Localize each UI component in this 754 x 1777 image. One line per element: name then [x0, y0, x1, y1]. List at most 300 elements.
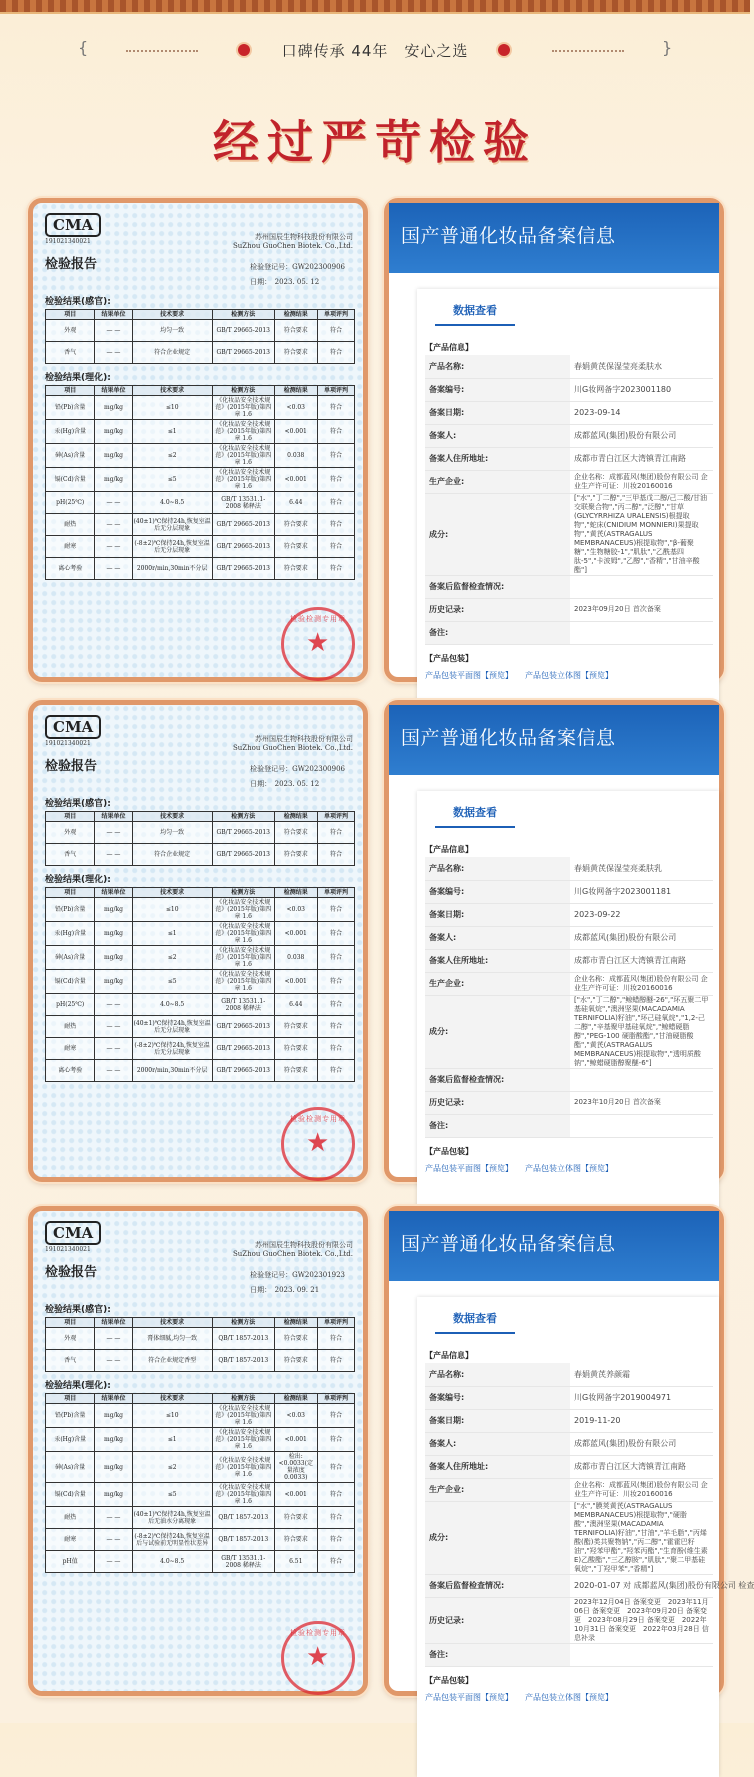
report-meta [250, 260, 345, 290]
report-title: 检验报告 [45, 1265, 98, 1280]
info-row [425, 621, 713, 644]
sensory-table-cell: 外观 [46, 320, 95, 342]
physchem-table-row [46, 1060, 355, 1082]
sensory-section-title: 检验结果(感官): [45, 1305, 111, 1315]
sensory-table-row [46, 320, 355, 342]
product-info-table [425, 355, 713, 645]
company-name [233, 233, 353, 251]
sensory-table-cell: — — [95, 1328, 132, 1350]
dotted-line-right [552, 50, 624, 52]
sensory-table-row [46, 342, 355, 364]
physchem-table-cell: 符合 [317, 396, 354, 420]
dotted-line-left [126, 50, 198, 52]
physchem-table-cell: ≤1 [132, 1428, 212, 1452]
physchem-table-header-cell: 项目 [46, 1394, 95, 1404]
physchem-table-cell: 砷(As)含量 [46, 946, 95, 970]
info-row [425, 493, 713, 575]
physchem-table-cell: — — [95, 492, 132, 514]
physchem-table-cell: ≤10 [132, 396, 212, 420]
red-seal-stamp [281, 607, 355, 681]
sensory-table-header-cell: 单项评判 [317, 310, 354, 320]
info-row [425, 880, 713, 903]
info-label: 备案人: [425, 424, 570, 447]
info-row [425, 1432, 713, 1455]
physchem-table-cell: 4.0~8.5 [132, 1551, 212, 1573]
company-name-cn: 苏州国辰生物科技股份有限公司 [255, 233, 353, 241]
physchem-table-header-cell: 检测结果 [274, 1394, 317, 1404]
physchem-table-cell: 符合要求 [274, 1038, 317, 1060]
physchem-table-cell: 耐热 [46, 1016, 95, 1038]
physchem-table-cell: 《化妆品安全技术规范》(2015年版)第四章 1.6 [212, 946, 274, 970]
physchem-table-cell: ≤2 [132, 946, 212, 970]
physchem-table-cell: 符合 [317, 922, 354, 946]
report-date: 日期： 2023. 09. 21 [250, 1286, 320, 1294]
physchem-table [45, 887, 355, 1082]
physchem-table-cell: ≤2 [132, 1452, 212, 1483]
sensory-table-header-cell: 技术要求 [132, 1318, 212, 1328]
info-value: 春娟黄芪保湿莹亮柔肤乳 [570, 857, 713, 880]
physchem-table-cell: (-8±2)℃保持24h,恢复室温后无分层现象 [132, 536, 212, 558]
packaging-3d-link[interactable]: 产品包装立体图【预览】 [525, 1163, 613, 1173]
physchem-table-header-cell: 项目 [46, 386, 95, 396]
registration-header: 国产普通化妆品备案信息 [389, 705, 719, 775]
sensory-table-cell: — — [95, 1350, 132, 1372]
physchem-table-cell: <0.001 [274, 420, 317, 444]
tab-data-view[interactable]: 数据查看 [435, 1310, 515, 1334]
sensory-table-cell: — — [95, 844, 132, 866]
physchem-table-cell: mg/kg [95, 468, 132, 492]
company-name-cn: 苏州国辰生物科技股份有限公司 [255, 1241, 353, 1249]
sensory-table-header-cell: 检测结果 [274, 812, 317, 822]
company-name [233, 735, 353, 753]
sensory-table-cell: 符合要求 [274, 320, 317, 342]
sensory-table [45, 1317, 355, 1372]
tab-data-view[interactable]: 数据查看 [435, 302, 515, 326]
info-row [425, 1574, 713, 1597]
physchem-table-cell: <0.03 [274, 396, 317, 420]
info-row [425, 575, 713, 598]
seal-text: 检验检测专用章 [290, 1115, 346, 1123]
physchem-table-cell: GB/T 29665-2013 [212, 558, 274, 580]
cma-logo: CMA [45, 213, 101, 237]
slogan-bar [0, 38, 750, 64]
sensory-section-title: 检验结果(感官): [45, 799, 111, 809]
physchem-table-row [46, 1038, 355, 1060]
packaging-3d-link[interactable]: 产品包装立体图【预览】 [525, 1692, 613, 1702]
physchem-table-cell: <0.001 [274, 922, 317, 946]
physchem-section-title: 检验结果(理化): [45, 875, 111, 885]
sensory-table-cell: — — [95, 320, 132, 342]
physchem-table-cell: mg/kg [95, 898, 132, 922]
sensory-table-cell: 符合 [317, 1350, 354, 1372]
physchem-table-row [46, 946, 355, 970]
info-row [425, 1501, 713, 1574]
physchem-table-cell: 符合 [317, 970, 354, 994]
physchem-table-cell: 0.038 [274, 946, 317, 970]
sensory-table-cell: GB/T 29665-2013 [212, 822, 274, 844]
physchem-table [45, 1393, 355, 1573]
info-value: 2023年09月20日 首次备案 [570, 598, 713, 621]
sensory-table-row [46, 1328, 355, 1350]
physchem-table-cell: 耐寒 [46, 1529, 95, 1551]
physchem-table-header-cell: 技术要求 [132, 1394, 212, 1404]
sensory-table-cell: QB/T 1857-2013 [212, 1328, 274, 1350]
physchem-table-cell: 符合要求 [274, 536, 317, 558]
registration-number: 检验登记号：GW202300906 [250, 765, 345, 773]
registration-body [417, 289, 719, 763]
physchem-table-cell: 6.51 [274, 1551, 317, 1573]
info-row [425, 355, 713, 378]
physchem-table-cell: (40±1)℃保持24h,恢复室温后无分层现象 [132, 1016, 212, 1038]
physchem-section-title: 检验结果(理化): [45, 373, 111, 383]
physchem-table-cell: 0.038 [274, 444, 317, 468]
report-title: 检验报告 [45, 759, 98, 774]
info-label: 备案日期: [425, 401, 570, 424]
info-value: 川G妆网备字2019004971 [570, 1386, 713, 1409]
packaging-flat-link[interactable]: 产品包装平面图【预览】 [425, 670, 509, 680]
sensory-table-cell: 均匀一致 [132, 822, 212, 844]
physchem-table-cell: — — [95, 1060, 132, 1082]
physchem-table-header-cell: 单项评判 [317, 1394, 354, 1404]
info-value: 2023年10月20日 首次备案 [570, 1091, 713, 1114]
info-label: 历史记录: [425, 1597, 570, 1643]
info-label: 成分: [425, 1501, 570, 1574]
packaging-links [425, 1692, 713, 1703]
info-value [570, 1068, 713, 1091]
company-name-en: SuZhou GuoChen Biotek. Co.,Ltd. [233, 1250, 353, 1258]
seal-text: 检验检测专用章 [290, 1629, 346, 1637]
physchem-table-cell: 6.44 [274, 492, 317, 514]
info-label: 备案人住所地址: [425, 1455, 570, 1478]
physchem-table-header-cell: 项目 [46, 888, 95, 898]
physchem-table-cell: — — [95, 1551, 132, 1573]
registration-body [417, 1297, 754, 1777]
tab-data-view[interactable]: 数据查看 [435, 804, 515, 828]
sensory-table-cell: 符合 [317, 320, 354, 342]
physchem-table-cell: <0.001 [274, 468, 317, 492]
info-label: 备注: [425, 621, 570, 644]
sensory-table-header-cell: 检测方法 [212, 310, 274, 320]
physchem-table-cell: GB/T 29665-2013 [212, 536, 274, 558]
physchem-table-cell: 2000r/min,30min不分层 [132, 1060, 212, 1082]
info-value: ["水","丁二醇","三甲基戊二醇/己二酸/甘油交联聚合物","丙二醇","泛醇","甘草(GLYCYRRHIZA URALENSIS)根提取物","蛇床(CNIDIUM MONNIERI)果提取物","黄芪(ASTRAGALUS MEMBRANACEUS)根提取物","β-葡聚糖","生物糖胶-1","肌肽","乙酰基四肽-5","卡波姆","乙醇","香精","甘油辛酸酯"] [570, 493, 713, 575]
sensory-table-cell: 符合企业规定 [132, 342, 212, 364]
physchem-table-cell: 《化妆品安全技术规范》(2015年版)第四章 1.6 [212, 1483, 274, 1507]
sensory-table-header [46, 310, 355, 320]
physchem-table-cell: <0.001 [274, 970, 317, 994]
physchem-table-row [46, 536, 355, 558]
info-label: 成分: [425, 995, 570, 1068]
physchem-table-cell: 《化妆品安全技术规范》(2015年版)第四章 1.6 [212, 444, 274, 468]
seal-text: 检验检测专用章 [290, 615, 346, 623]
sensory-table-header-cell: 检测结果 [274, 1318, 317, 1328]
info-row [425, 447, 713, 470]
sensory-table-cell: 外观 [46, 1328, 95, 1350]
physchem-table-cell: 镉(Cd)含量 [46, 1483, 95, 1507]
red-seal-stamp [281, 1621, 355, 1695]
sensory-table-header [46, 1318, 355, 1328]
report-meta [250, 1268, 345, 1298]
physchem-table-cell: mg/kg [95, 1483, 132, 1507]
physchem-table-cell: — — [95, 1038, 132, 1060]
company-name-en: SuZhou GuoChen Biotek. Co.,Ltd. [233, 744, 353, 752]
info-row [425, 424, 713, 447]
physchem-table [45, 385, 355, 580]
physchem-table-row [46, 1404, 355, 1428]
physchem-table-cell: QB/T 1857-2013 [212, 1529, 274, 1551]
physchem-table-cell: 铅(Pb)含量 [46, 1404, 95, 1428]
info-label: 产品名称: [425, 857, 570, 880]
physchem-table-cell: — — [95, 994, 132, 1016]
physchem-table-header [46, 386, 355, 396]
info-row [425, 470, 713, 493]
physchem-table-row [46, 396, 355, 420]
physchem-table-cell: — — [95, 536, 132, 558]
sensory-table-cell: 符合 [317, 822, 354, 844]
packaging-flat-link[interactable]: 产品包装平面图【预览】 [425, 1163, 509, 1173]
sensory-table-header-cell: 项目 [46, 1318, 95, 1328]
sensory-table-cell: 符合企业规定香型 [132, 1350, 212, 1372]
packaging-links [425, 670, 713, 681]
physchem-table-cell: 汞(Hg)含量 [46, 1428, 95, 1452]
physchem-table-cell: (-8±2)℃保持24h,恢复室温后无分层现象 [132, 1038, 212, 1060]
info-label: 历史记录: [425, 598, 570, 621]
headline: 经过严苛检验 [213, 115, 537, 169]
packaging-title: 【产品包装】 [425, 1146, 473, 1156]
info-row [425, 903, 713, 926]
packaging-3d-link[interactable]: 产品包装立体图【预览】 [525, 670, 613, 680]
info-value [570, 575, 713, 598]
sensory-table-header-cell: 结果单位 [95, 310, 132, 320]
physchem-table-header-cell: 检测结果 [274, 888, 317, 898]
physchem-table-cell: ≤1 [132, 922, 212, 946]
physchem-table-cell: 符合 [317, 1060, 354, 1082]
sensory-table-header-cell: 项目 [46, 812, 95, 822]
sensory-table-header-cell: 技术要求 [132, 310, 212, 320]
physchem-table-cell: 4.0~8.5 [132, 994, 212, 1016]
physchem-table-row [46, 922, 355, 946]
info-value: 春娟黄芪保湿莹亮柔肤水 [570, 355, 713, 378]
company-name [233, 1241, 353, 1259]
info-label: 生产企业: [425, 1478, 570, 1501]
physchem-table-cell: 符合 [317, 1529, 354, 1551]
company-name-cn: 苏州国辰生物科技股份有限公司 [255, 735, 353, 743]
inspection-report-card [28, 700, 368, 1182]
sensory-table [45, 811, 355, 866]
packaging-links [425, 1163, 713, 1174]
physchem-table-cell: pH(25℃) [46, 492, 95, 514]
info-row [425, 857, 713, 880]
physchem-table-row [46, 420, 355, 444]
physchem-table-cell: 2000r/min,30min不分层 [132, 558, 212, 580]
physchem-table-cell: ≤5 [132, 1483, 212, 1507]
physchem-table-cell: GB/T 29665-2013 [212, 514, 274, 536]
info-label: 备案后监督检查情况: [425, 575, 570, 598]
physchem-table-cell: 符合 [317, 898, 354, 922]
physchem-table-header-cell: 检测方法 [212, 888, 274, 898]
physchem-table-cell: 砷(As)含量 [46, 1452, 95, 1483]
info-value: 企业名称：成都蓝风(集团)股份有限公司 企业生产许可证：川妆20160016 [570, 470, 713, 493]
report-meta [250, 762, 345, 792]
info-value: 企业名称：成都蓝风(集团)股份有限公司 企业生产许可证：川妆20160016 [570, 972, 713, 995]
info-label: 历史记录: [425, 1091, 570, 1114]
info-label: 备案人住所地址: [425, 447, 570, 470]
info-row [425, 1478, 713, 1501]
physchem-table-cell: — — [95, 514, 132, 536]
physchem-table-cell: 符合 [317, 1551, 354, 1573]
info-row [425, 1091, 713, 1114]
sensory-table-cell: QB/T 1857-2013 [212, 1350, 274, 1372]
sensory-table-header-cell: 单项评判 [317, 812, 354, 822]
info-row [425, 598, 713, 621]
sensory-table-cell: — — [95, 822, 132, 844]
info-label: 备案后监督检查情况: [425, 1574, 570, 1597]
physchem-table-cell: — — [95, 1507, 132, 1529]
registration-number: 检验登记号：GW202300906 [250, 263, 345, 271]
info-value [570, 621, 713, 644]
seal-star-icon: ★ [306, 628, 330, 658]
physchem-table-cell: ≤10 [132, 898, 212, 922]
physchem-table-cell: ≤5 [132, 468, 212, 492]
info-value [570, 1114, 713, 1137]
physchem-table-cell: 检出:<0.0033(定量浓度0.0033) [274, 1452, 317, 1483]
physchem-table-cell: 汞(Hg)含量 [46, 420, 95, 444]
info-row [425, 949, 713, 972]
info-label: 产品名称: [425, 1363, 570, 1386]
physchem-table-cell: 离心考验 [46, 1060, 95, 1082]
sensory-table-row [46, 1350, 355, 1372]
info-label: 成分: [425, 493, 570, 575]
physchem-table-cell: 符合 [317, 946, 354, 970]
sensory-table-header-cell: 检测方法 [212, 812, 274, 822]
physchem-table-cell: <0.03 [274, 898, 317, 922]
physchem-table-cell: GB/T 29665-2013 [212, 1038, 274, 1060]
physchem-table-cell: 符合 [317, 492, 354, 514]
info-value: 川G妆网备字2023001181 [570, 880, 713, 903]
info-row [425, 401, 713, 424]
physchem-table-cell: mg/kg [95, 970, 132, 994]
physchem-table-cell: pH值 [46, 1551, 95, 1573]
product-info-table [425, 857, 713, 1138]
physchem-table-header-cell: 技术要求 [132, 888, 212, 898]
info-value: ["水","丁二醇","鲸蜡醇醚-26","环五聚二甲基硅氧烷","澳洲坚果(MACADAMIA TERNIFOLIA)籽油","环己硅氧烷","1,2-己二醇","辛基聚甲基硅氧烷","鲸蜡硬脂醇","PEG-100 硬脂酸酯","甘油硬脂酸酯","黄芪(ASTRAGALUS MEMBRANACEUS)根提取物","透明质酸钠","鲸蜡硬脂醇聚醚-6"] [570, 995, 713, 1068]
physchem-table-row [46, 492, 355, 514]
sensory-table-cell: 符合要求 [274, 342, 317, 364]
sensory-section-title: 检验结果(感官): [45, 297, 111, 307]
physchem-table-cell: 符合 [317, 1507, 354, 1529]
physchem-table-header-cell: 单项评判 [317, 888, 354, 898]
info-row [425, 1597, 713, 1643]
registration-card [384, 198, 724, 682]
physchem-table-cell: 耐寒 [46, 1038, 95, 1060]
info-label: 备案人: [425, 926, 570, 949]
physchem-table-row [46, 1551, 355, 1573]
info-row [425, 1455, 713, 1478]
physchem-table-cell: <0.03 [274, 1404, 317, 1428]
physchem-table-header-cell: 检测方法 [212, 1394, 274, 1404]
registration-header: 国产普通化妆品备案信息 [389, 203, 719, 273]
physchem-table-cell: GB/T 13531.1-2008 稀释法 [212, 492, 274, 514]
packaging-flat-link[interactable]: 产品包装平面图【预览】 [425, 1692, 509, 1702]
packaging-title: 【产品包装】 [425, 1675, 473, 1685]
registration-number: 检验登记号：GW202301923 [250, 1271, 345, 1279]
physchem-table-row [46, 558, 355, 580]
info-label: 备案编号: [425, 1386, 570, 1409]
physchem-table-cell: 符合要求 [274, 558, 317, 580]
cma-logo: CMA [45, 715, 101, 739]
info-label: 生产企业: [425, 470, 570, 493]
physchem-table-row [46, 1483, 355, 1507]
physchem-table-cell: 符合 [317, 994, 354, 1016]
info-label: 备案编号: [425, 378, 570, 401]
physchem-table-cell: 耐寒 [46, 536, 95, 558]
physchem-table-cell: 《化妆品安全技术规范》(2015年版)第四章 1.6 [212, 396, 274, 420]
info-label: 备注: [425, 1643, 570, 1666]
physchem-table-cell: 汞(Hg)含量 [46, 922, 95, 946]
registration-header: 国产普通化妆品备案信息 [389, 1211, 719, 1281]
red-seal-stamp [281, 1107, 355, 1181]
physchem-table-row [46, 994, 355, 1016]
info-row [425, 995, 713, 1068]
physchem-table-cell: 符合要求 [274, 1529, 317, 1551]
physchem-table-cell: 《化妆品安全技术规范》(2015年版)第四章 1.6 [212, 970, 274, 994]
sensory-table-cell: — — [95, 342, 132, 364]
physchem-table-cell: 镉(Cd)含量 [46, 468, 95, 492]
physchem-table-header [46, 1394, 355, 1404]
physchem-table-cell: 铅(Pb)含量 [46, 396, 95, 420]
physchem-table-header-cell: 结果单位 [95, 1394, 132, 1404]
report-date: 日期： 2023. 05. 12 [250, 780, 320, 788]
sensory-table-cell: 符合 [317, 342, 354, 364]
sensory-table-cell: 外观 [46, 822, 95, 844]
info-label: 备案人住所地址: [425, 949, 570, 972]
physchem-table-cell: 《化妆品安全技术规范》(2015年版)第四章 1.6 [212, 1452, 274, 1483]
cma-id: 191021340021 [45, 740, 91, 747]
info-row [425, 1114, 713, 1137]
sensory-table-row [46, 844, 355, 866]
physchem-table-header-cell: 检测结果 [274, 386, 317, 396]
sensory-table-header [46, 812, 355, 822]
sensory-table-cell: 香气 [46, 342, 95, 364]
physchem-table-row [46, 1428, 355, 1452]
physchem-table-cell: GB/T 13531.1-2008 稀释法 [212, 1551, 274, 1573]
info-value: ["水","膜荚黄芪(ASTRAGALUS MEMBRANACEUS)根提取物","硬脂酸","澳洲坚果(MACADAMIA TERNIFOLIA)籽油","甘油","羊毛脂","丙烯酸(酯)类共聚物钠","丙二醇","霍霍巴籽油","羟苯甲酯","羟苯丙酯","生育酚(维生素E)乙酸酯","三乙醇胺","肌肽","聚二甲基硅氧烷","丁羟甲苯","香精"] [570, 1501, 713, 1574]
sensory-table-header-cell: 项目 [46, 310, 95, 320]
physchem-table-cell: mg/kg [95, 922, 132, 946]
info-value: 成都蓝风(集团)股份有限公司 [570, 424, 713, 447]
registration-card [384, 700, 724, 1182]
physchem-table-cell: QB/T 1857-2013 [212, 1507, 274, 1529]
physchem-table-cell: 符合要求 [274, 1507, 317, 1529]
physchem-table-cell: 符合 [317, 1016, 354, 1038]
info-row [425, 1386, 713, 1409]
physchem-table-cell: 4.0~8.5 [132, 492, 212, 514]
physchem-table-cell: — — [95, 1529, 132, 1551]
product-info-title: 【产品信息】 [425, 845, 473, 854]
physchem-table-cell: 6.44 [274, 994, 317, 1016]
info-label: 备注: [425, 1114, 570, 1137]
left-brace: { [78, 38, 89, 57]
physchem-table-cell: 符合 [317, 1428, 354, 1452]
info-value: 成都市青白江区大湾镇青江南路 [570, 949, 713, 972]
physchem-table-cell: 符合 [317, 1404, 354, 1428]
physchem-table-cell: pH(25℃) [46, 994, 95, 1016]
info-row [425, 1363, 713, 1386]
info-label: 备案编号: [425, 880, 570, 903]
physchem-table-header-cell: 单项评判 [317, 386, 354, 396]
physchem-table-header [46, 888, 355, 898]
physchem-table-cell: 符合 [317, 468, 354, 492]
